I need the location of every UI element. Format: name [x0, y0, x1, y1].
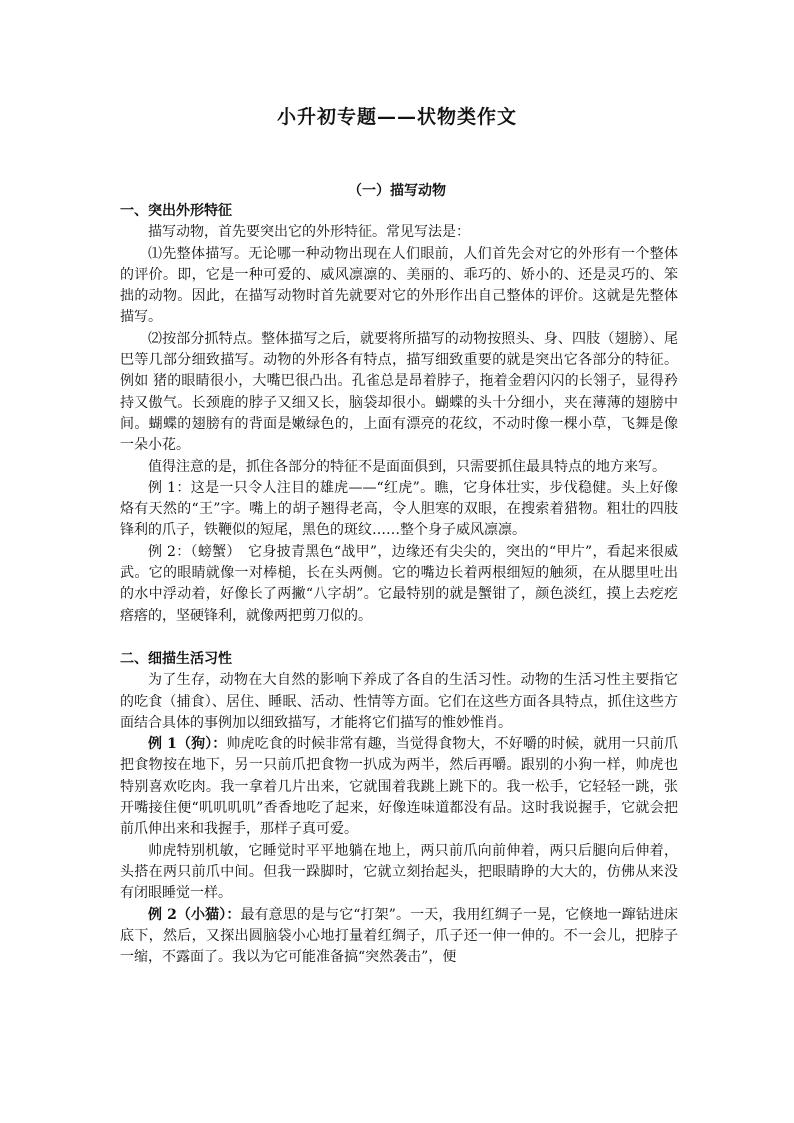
paragraph: ⑵按部分抓特点。整体描写之后，就要将所描写的动物按照头、身、四肢（翅膀）、尾巴等几部分细致描写。动物的外形各有特点，描写细致重要的就是突出它各部分的特征。例如 猪的眼睛很小，大嘴巴很凸出。孔雀总是昂着脖子，拖着金碧闪闪的长翎子，显得矜持又傲气。长颈鹿的脖子又细又长，脑袋却很小。蝴蝶的头十分细小，夹在薄薄的翅膀中间。蝴蝶的翅膀有的背面是嫩绿色的，上面有漂亮的花纹，不动时像一棵小草，飞舞是像一朵小花。	[120, 330, 678, 454]
paragraph: 为了生存，动物在大自然的影响下养成了各自的生活习性。动物的生活习性主要指它的吃食（捕食）、居住、睡眠、活动、性情等方面。它们在这些方面各具特点，抓住这些方面结合具体的事例加以细致描写，才能将它们描写的惟妙惟肖。	[120, 672, 678, 731]
example-paragraph	[120, 734, 678, 840]
example-text: 帅虎吃食的时候非常有趣，当觉得食物大，不好嚼的时候，就用一只前爪把食物按在地下，另一只前爪把食物一扒成为两半，然后再嚼。跟别的小狗一样，帅虎也特别喜欢吃肉。我一拿着几片出来，它就围着我跳上跳下的。我一松手，它轻轻一跳，张开嘴接住便“叽叽叽叽”香香地吃了起来，好像连味道都没有品。这时我说握手，它就会把前爪伸出来和我握手，那样子真可爱。	[120, 736, 678, 838]
heading-appearance: 一、突出外形特征	[120, 203, 232, 219]
example-paragraph	[120, 905, 678, 969]
paragraph: 值得注意的是，抓住各部分的特征不是面面俱到，只需要抓住最具特点的地方来写。	[148, 458, 666, 475]
page-title: 小升初专题——状物类作文	[276, 106, 517, 128]
example-label: 例 2（小猫）：	[148, 906, 241, 923]
example-label: 例 1（狗）：	[148, 736, 227, 753]
example-text: 最有意思的是与它“打架”。一天，我用红绸子一晃，它倏地一蹿钻进床底下，然后，又探出圆脑袋小心地打量着红绸子，爪子还一伸一伸的。不一会儿，把脖子一缩，不露面了。我以为它可能准备搞“突然袭击”，便	[120, 906, 678, 966]
spacer	[120, 627, 678, 649]
heading-habits: 二、细描生活习性	[120, 650, 232, 667]
paragraph: 描写动物，首先要突出它的外形特征。常见写法是：	[148, 224, 470, 241]
paragraph: 帅虎特别机敏，它睡觉时平平地躺在地上，两只前爪向前伸着，两只后腿向后伸着，头搭在两只前爪中间。但我一跺脚时，它就立刻抬起头，把眼睛睁的大大的，仿佛从来没有闭眼睡觉一样。	[120, 842, 678, 902]
example-paragraph: 例 2：（螃蟹） 它身披青黑色“战甲”，边缘还有尖尖的，突出的“甲片”，看起来很威武。它的眼睛就像一对棒槌，长在头两侧。它的嘴边长着两根细短的触须，在从腮里吐出的水中浮动着，好像长了两撇“八字胡”。它最特别的就是蟹钳了，颜色淡红，摸上去疙疙瘩瘩的，坚硬锋利，就像两把剪刀似的。	[120, 543, 678, 624]
document-body	[120, 201, 692, 968]
section-subtitle: （一）描写动物	[348, 183, 446, 199]
example-paragraph: 例 1：这是一只令人注目的雄虎——“红虎”。瞧，它身体壮实，步伐稳健。头上好像烙有天然的“王”字。嘴上的胡子翘得老高，令人胆寒的双眼，在搜索着猎物。粗壮的四肢 锋利的爪子，铁鞭似的短尾，黑色的斑纹……整个身子威风凛凛。	[120, 479, 692, 539]
paragraph: ⑴先整体描写。无论哪一种动物出现在人们眼前，人们首先会对它的外形有一个整体的评价。即，它是一种可爱的、威风凛凛的、美丽的、乖巧的、娇小的、还是灵巧的、笨拙的动物。因此，在描写动物时首先就要对它的外形作出自己整体的评价。这就是先整体描写。	[120, 245, 678, 326]
